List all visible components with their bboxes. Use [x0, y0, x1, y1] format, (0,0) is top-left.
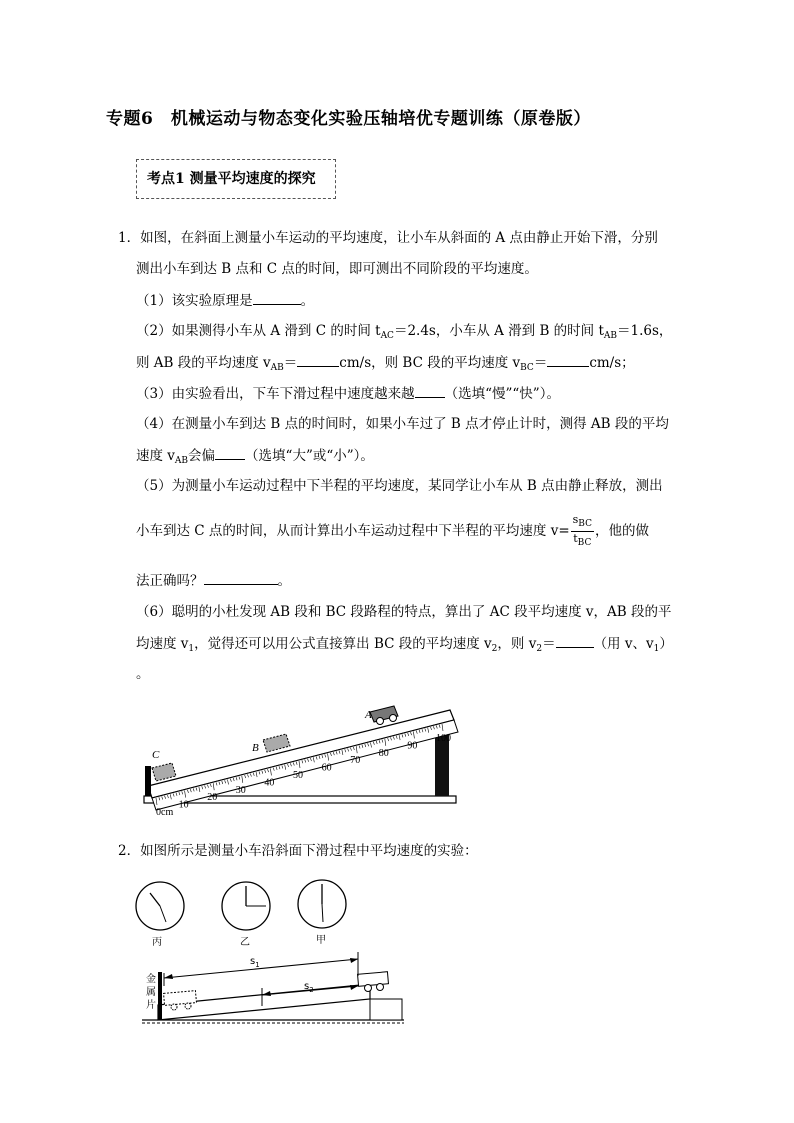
answer-blank[interactable]	[204, 570, 278, 585]
q1-part2-line1: （2）如果测得小车从 A 滑到 C 的时间 $t_{AC}=2.4s$，小车从 A 滑到 B 的时间 $t_{AB}=1.6s$，	[136, 323, 673, 341]
q1-line1: 1．如图，在斜面上测量小车运动的平均速度，让小车从斜面的 A 点由静止开始下滑，分别	[118, 230, 658, 246]
ruler-label: 90	[407, 740, 418, 752]
q1-part4-line1: （4）在测量小车到达 B 点的时间时，如果小车过了 B 点才停止计时，测得 AB 段的平均	[136, 416, 669, 432]
metal-stop	[145, 766, 151, 796]
ruler-label: 20	[207, 792, 218, 804]
clock-label-bing: 丙	[152, 937, 162, 948]
ruler-label: 100	[436, 733, 451, 744]
q1-part5-line1: （5）为测量小车运动过程中下半程的平均速度，某同学让小车从 B 点由静止释放，测出	[136, 478, 663, 494]
incline-board	[148, 710, 454, 798]
answer-blank[interactable]	[547, 352, 589, 367]
section-label: 考点1 测量平均速度的探究	[136, 159, 336, 199]
q1-part1: （1）该实验原理是 。	[136, 290, 314, 311]
car-a	[370, 706, 398, 725]
s1-label: $s_1$	[250, 956, 260, 969]
ruler-label: 10	[178, 799, 189, 811]
fraction: $\frac{s_{BC}}{t_{BC}}$	[572, 513, 592, 548]
answer-blank[interactable]	[297, 352, 339, 367]
incline-clocks-figure	[132, 874, 408, 1024]
answer-blank[interactable]	[415, 383, 445, 398]
ruler-label: 50	[293, 770, 303, 781]
q1-part2-line2: 则 AB 段的平均速度 $v_{AB}= cm/s$，则 BC 段的平均速度 $v_{BC}= cm/s$；	[136, 352, 635, 378]
ruler-label: 30	[235, 784, 246, 796]
metal-label-3: 片	[146, 1000, 156, 1011]
answer-blank[interactable]	[215, 445, 245, 460]
answer-blank[interactable]	[556, 633, 594, 648]
car-c	[152, 763, 176, 781]
ruler-label: 60	[321, 762, 332, 774]
car-b	[263, 734, 290, 752]
metal-plate	[158, 972, 162, 1020]
answer-blank[interactable]	[253, 290, 301, 305]
ruler-label: 40	[264, 777, 275, 789]
q1-line2: 测出小车到达 B 点和 C 点的时间，即可测出不同阶段的平均速度。	[136, 261, 538, 277]
q1-part6-line1: （6）聪明的小杜发现 AB 段和 BC 段路程的特点，算出了 AC 段平均速度 v，AB 段的平	[136, 604, 672, 620]
metal-label-1: 金	[146, 974, 156, 985]
ruler-label: 80	[378, 747, 389, 759]
clock-label-jia: 甲	[316, 935, 326, 946]
ruler-label: 0cm	[156, 807, 174, 818]
metal-label-2: 属	[146, 987, 156, 998]
arrow-s1	[164, 959, 358, 978]
q1-part5-line3: 法正确吗？ 。	[136, 570, 291, 591]
ruler-label: 70	[350, 755, 361, 767]
clock-label-yi: 乙	[240, 937, 250, 948]
q2-line1: 2．如图所示是测量小车沿斜面下滑过程中平均速度的实验：	[118, 843, 478, 859]
page-title: 专题6 机械运动与物态变化实验压轴培优专题训练（原卷版）	[106, 109, 591, 129]
clock-bing	[136, 882, 184, 930]
q1-part6-line2: 均速度 $v_1$，觉得还可以用公式直接算出 BC 段的平均速度 $v_2$，则 $v_2=$ （用 v、$v_1$）	[136, 633, 673, 659]
q1-part4-line2: 速度 $v_{AB}$会偏 （选填“大”或“小”）。	[136, 445, 374, 471]
q1-part6-line3: 。	[136, 666, 150, 682]
label-b: B	[252, 742, 259, 754]
q1-part3: （3）由实验看出，下车下滑过程中速度越来越 （选填“慢”“快”）。	[136, 383, 560, 404]
label-a: A	[365, 709, 372, 721]
label-c: C	[152, 749, 160, 761]
q1-part5-line2: 小车到达 C 点的时间，从而计算出小车运动过程中下半程的平均速度 v= $\frac{s_{BC}}{t_{BC}}$ ，他的做	[136, 513, 649, 548]
clock-yi	[222, 882, 270, 930]
incline-ruler-figure	[138, 698, 468, 818]
s2-label: $s_2$	[304, 981, 314, 994]
clock-jia	[298, 880, 346, 928]
block	[370, 999, 402, 1020]
